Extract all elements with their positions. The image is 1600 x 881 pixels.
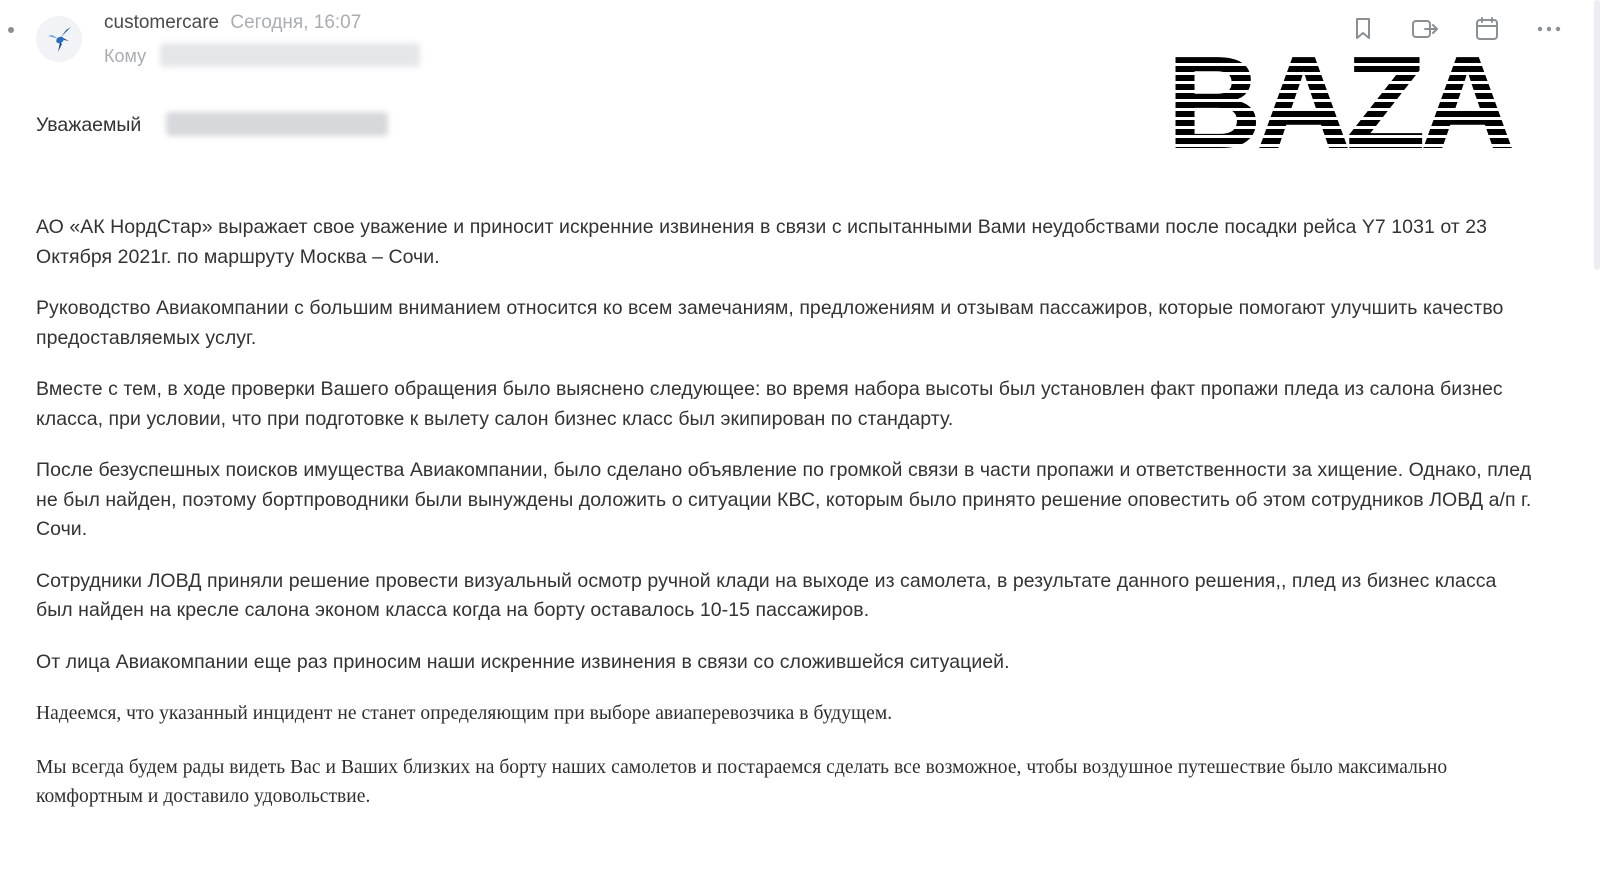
calendar-button[interactable]	[1472, 14, 1502, 44]
bookmark-icon	[1353, 17, 1373, 41]
letter-body	[36, 213, 1536, 836]
forward-icon	[1411, 17, 1439, 41]
redacted-name	[166, 112, 388, 136]
recipient-label: Кому	[104, 46, 147, 66]
letter-paragraph: Руководство Авиакомпании с большим вниманием относится ко всем замечаниям, предложениям и отзывам пассажиров, которые помогают улучшить качество предоставляемых услуг.	[36, 297, 1504, 349]
sender-name[interactable]: customercare	[104, 12, 220, 33]
more-icon	[1536, 25, 1562, 33]
letter-paragraph: Мы всегда будем рады видеть Вас и Ваших близких на борту наших самолетов и постараемся сделать все возможное, чтобы воздушное путешествие было максимально комфортным и доставило удовольствие.	[36, 756, 1448, 807]
calendar-icon	[1474, 16, 1500, 42]
scrollbar[interactable]	[1594, 0, 1600, 270]
baza-watermark-logo	[1146, 48, 1530, 156]
sender-avatar[interactable]	[36, 16, 82, 62]
more-button[interactable]	[1534, 14, 1564, 44]
letter-paragraph: АО «АК НордСтар» выражает свое уважение и приносит искренние извинения в связи с испытанными Вами неудобствами после посадки рейса Y7 1031 от 23 Октября 2021г. по маршруту Москва – Сочи.	[36, 216, 1488, 268]
letter-paragraph: Сотрудники ЛОВД приняли решение провести визуальный осмотр ручной клади на выходе из самолета, в результате данного решения,, плед из бизнес класса был найден на кресле салона эконом класса когда на борту оставалось 10-15 пассажиров.	[36, 569, 1497, 621]
message-toolbar	[1348, 14, 1564, 44]
forward-button[interactable]	[1410, 14, 1440, 44]
letter-paragraph: Вместе с тем, в ходе проверки Вашего обращения было выяснено следующее: во время набора высоты был установлен факт пропажи пледа из салона бизнес класса, при условии, что при подготовке к вылету салон бизнес класс был экипирован по стандарту.	[36, 378, 1503, 430]
letter-paragraph: От лица Авиакомпании еще раз приносим наши искренние извинения в связи со сложившейся ситуацией.	[36, 650, 1010, 673]
letter-paragraph: После безуспешных поисков имущества Авиакомпании, было сделано объявление по громкой связи в части пропажи и ответственности за хищение. Однако, плед не был найден, поэтому бортпроводники были вынуждены доложить о ситуации КВС, которым было принято решение оповестить об этом сотрудников ЛОВД а/п г. Сочи.	[36, 459, 1532, 540]
sender-date: Сегодня, 16:07	[230, 12, 362, 33]
hummingbird-icon	[42, 22, 76, 56]
bookmark-button[interactable]	[1348, 14, 1378, 44]
sender-line	[104, 11, 361, 35]
greeting: Уважаемый	[36, 114, 142, 136]
redacted-recipient	[160, 43, 420, 67]
letter-paragraph: Надеемся, что указанный инцидент не станет определяющим при выборе авиаперевозчика в будущем.	[36, 703, 893, 724]
unread-dot	[8, 27, 14, 33]
